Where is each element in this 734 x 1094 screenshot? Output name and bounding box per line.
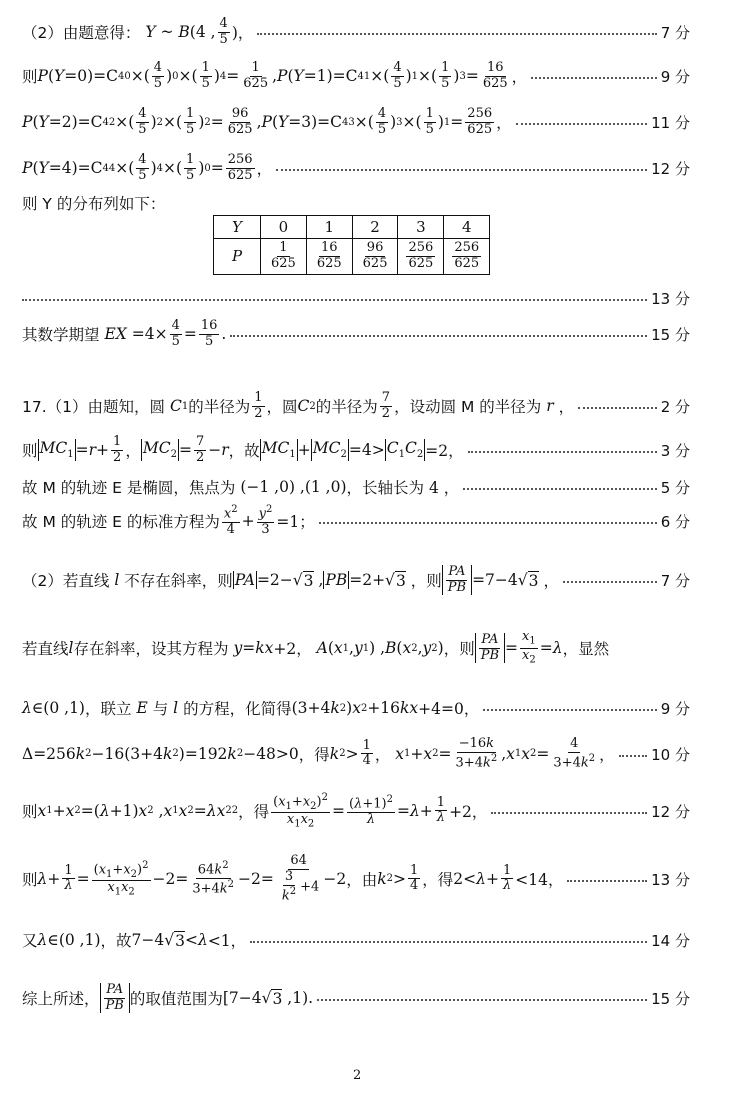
table-cell: $\frac{16}{625}$ <box>306 239 352 275</box>
dotted-leader <box>619 755 648 757</box>
score-15b: 15 分 <box>651 989 690 1008</box>
table-cell: $\frac{256}{625}$ <box>398 239 444 275</box>
table-cell: 2 <box>352 216 398 239</box>
q17-line-3: 故 M 的轨迹 E 是椭圆，焦点为 (−1 ,0) ,(1 ,0) ，长轴长为 4 ， 5 分 <box>22 478 690 497</box>
solution-line-6 <box>22 286 690 310</box>
dotted-leader <box>578 407 657 409</box>
dotted-leader <box>250 941 647 943</box>
q17-2-line-1: （2）若直线 l 不存在斜率，则 PA =2−√ 3 , PB =2+√ 3 ，则 $\frac{PA}{PB}$ =7−4√ 3 ， 7 分 <box>22 563 690 595</box>
table-cell: Y <box>214 216 261 239</box>
dotted-leader <box>463 488 656 490</box>
dotted-leader <box>276 169 647 171</box>
score-3: 3 分 <box>660 441 690 460</box>
q17-2-line-6: 则 λ + $\frac{1}{\lambda}$ = $\frac{(x_1+x_2)^2}{x_1x_2}$ −2= $\frac{64k^2}{3+4k^2}$ −2= 64 $\frac{3}{k^2}$ +4 −2 ，由 k 2 > $\frac{1}{4}$ ，得 2< λ + $\frac{1}{\lambda}$ <14， 13 分 <box>22 852 690 904</box>
dotted-leader <box>516 123 648 125</box>
distribution-table <box>213 215 490 275</box>
q17-2-line-3: λ ∈(0 ,1) ，联立 E 与 l 的方程，化简得 (3+4 k 2 ) x 2 +16 kx +4=0， 9 分 <box>22 699 690 718</box>
table-cell: $\frac{96}{625}$ <box>352 239 398 275</box>
score-12: 12 分 <box>651 159 690 178</box>
dotted-leader <box>531 77 657 79</box>
q17-line-1: 17.（1）由题知，圆 C 1 的半径为 $\frac{1}{2}$ ，圆 C 2 的半径为 $\frac{7}{2}$ ，设动圆 M 的半径为 r ， 2 分 <box>22 389 690 421</box>
score-11: 11 分 <box>651 113 690 132</box>
score-7: 7 分 <box>660 23 690 42</box>
q17-line-4: 故 M 的轨迹 E 的标准方程为 $\frac{x^2}{4}$ + $\frac{y^2}{3}$ =1； 6 分 <box>22 503 690 538</box>
dotted-leader <box>563 581 657 583</box>
distribution-intro: 则 Y 的分布列如下： <box>22 195 166 213</box>
q17-2-summary: 综上所述， $\frac{PA}{PB}$ 的取值范围为 [7−4√ 3 ,1). 15 分 <box>22 981 690 1013</box>
solution-line-2: 则 P ( Y =0)=C 4 0 ×( $\frac{4}{5}$ ) 0 ×( $\frac{1}{5}$ ) 4 = $\frac{1}{625}$ , P ( Y =1)=C 4 1 ×( $\frac{4}{5}$ ) 1 ×( $\frac{1}{5}$ ) 3 = $\frac{16}{625}$ ， 9 分 <box>22 59 690 91</box>
q17-2-line-7: 又 λ ∈(0 ,1) ，故 7−4√ 3 < λ <1， 14 分 <box>22 931 690 950</box>
expectation-line: 其数学期望 EX =4× $\frac{4}{5}$ = $\frac{16}{5}$ . 15 分 <box>22 317 690 349</box>
table-cell: $\frac{1}{625}$ <box>261 239 307 275</box>
table-cell: P <box>214 239 261 275</box>
score-14: 14 分 <box>651 931 690 950</box>
dotted-leader <box>22 299 647 301</box>
dotted-leader <box>319 522 657 524</box>
dotted-leader <box>317 999 647 1001</box>
score-10: 10 分 <box>651 745 690 764</box>
score-12b: 12 分 <box>651 802 690 821</box>
score-6: 6 分 <box>660 512 690 531</box>
page-number: 2 <box>353 1068 362 1083</box>
dotted-leader <box>257 33 656 35</box>
dotted-leader <box>483 709 656 711</box>
solution-line-1: （2）由题意得： Y ~ B (4 , $\frac{4}{5}$ )， 7 分 <box>22 15 690 47</box>
table-row <box>214 239 490 275</box>
q17-2-line-2: 若直线 l 存在斜率，设其方程为 y = kx +2， A ( x 1 , y 1 ) , B ( x 2 , y 2 ) ，则 $\frac{PA}{PB}$ = $\frac{x_1}{x_2}$ = λ ，显然 <box>22 629 610 666</box>
table-cell: 1 <box>306 216 352 239</box>
q17-line-2: 则 $MC_1$ = r + $\frac{1}{2}$ ， $MC_2$ = $\frac{7}{2}$ − r ，故 $MC_1$ + $MC_2$ =4> $C_1C_2$ =2， 3 分 <box>22 433 690 465</box>
score-5: 5 分 <box>660 478 690 497</box>
score-9: 9 分 <box>660 67 690 86</box>
score-2: 2 分 <box>660 397 690 416</box>
q17-2-line-4: Δ=256 k 2 −16(3+4 k 2 )=192 k 2 −48>0 ，得 k 2 > $\frac{1}{4}$ ， x 1 + x 2 = $\frac{-16k}{3+4k^2}$ , x 1 x 2 = $\frac{4}{3+4k^2}$ ， 10 分 <box>22 735 690 771</box>
dotted-leader <box>567 880 647 882</box>
solution-line-3: P ( Y =2)=C 4 2 ×( $\frac{4}{5}$ ) 2 ×( $\frac{1}{5}$ ) 2 = $\frac{96}{625}$ , P ( Y =3)=C 4 3 ×( $\frac{4}{5}$ ) 3 ×( $\frac{1}{5}$ ) 1 = $\frac{256}{625}$ ， 11 分 <box>22 105 690 137</box>
table-cell: 3 <box>398 216 444 239</box>
table-cell: 4 <box>444 216 490 239</box>
score-9b: 9 分 <box>660 699 690 718</box>
score-13b: 13 分 <box>651 870 690 889</box>
dotted-leader <box>468 451 657 453</box>
score-13: 13 分 <box>651 289 690 308</box>
score-7b: 7 分 <box>660 571 690 590</box>
solution-line-4: P ( Y =4)=C 4 4 ×( $\frac{4}{5}$ ) 4 ×( $\frac{1}{5}$ ) 0 = $\frac{256}{625}$ ， 12 分 <box>22 151 690 183</box>
score-15: 15 分 <box>651 325 690 344</box>
dotted-leader <box>230 335 647 337</box>
table-cell: $\frac{256}{625}$ <box>444 239 490 275</box>
table-cell: 0 <box>261 216 307 239</box>
table-row <box>214 216 490 239</box>
q17-2-line-5: 则 x 1 + x 2 =( λ +1) x 2 , x 1 x 2 = λx 2 2 ，得 $\frac{(x_1+x_2)^2}{x_1x_2}$ = $\frac{(\lambda+1)^2}{\lambda}$ = λ + $\frac{1}{\lambda}$ +2， 12 分 <box>22 791 690 830</box>
dotted-leader <box>491 812 647 814</box>
